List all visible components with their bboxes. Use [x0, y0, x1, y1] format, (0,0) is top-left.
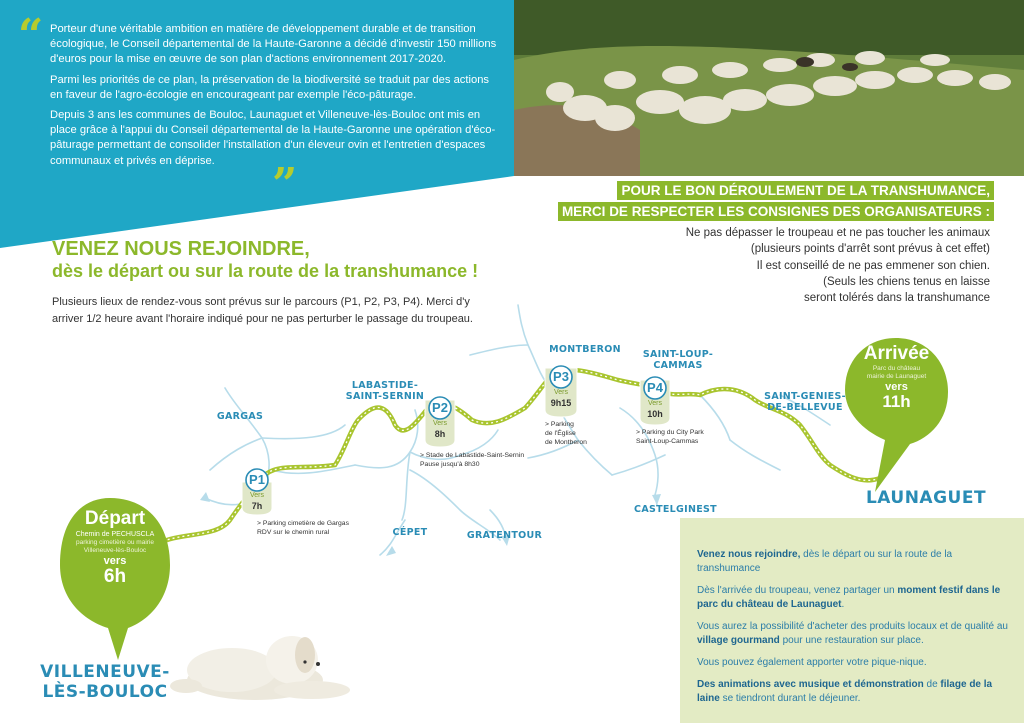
join-title-line-2: dès le départ ou sur la route de la transhumance ! — [52, 261, 479, 281]
city-saint-loup-line-1: SAINT-LOUP- — [642, 349, 714, 360]
join-title-line-1: VENEZ NOUS REJOINDRE, — [52, 238, 310, 260]
depart-title: Départ — [84, 508, 146, 529]
city-villeneuve — [30, 662, 180, 702]
rules-title-line-1: POUR LE BON DÉROULEMENT DE LA TRANSHUMANCE, — [617, 181, 994, 200]
rules-line-4: (Seuls les chiens tenus en laisse — [823, 275, 990, 288]
city-labastide-line-2: SAINT-SERNIN — [345, 391, 425, 402]
info-p3-start: Vous aurez la possibilité d'acheter des produits locaux et de qualité au — [697, 621, 1008, 632]
dog-illustration — [170, 636, 350, 700]
arrivee-detail-2: mairie de Launaguet — [866, 373, 927, 380]
depart-time: 6h — [103, 566, 127, 587]
join-text: Plusieurs lieux de rendez-vous sont prévus sur le parcours (P1, P2, P3, P4). Merci d'y arriver 1/2 heure avant l'horaire indiqué pour ne pas perturber le passage du troupeau. — [52, 296, 473, 325]
info-p2-start: Dès l'arrivée du troupeau, venez partager un — [697, 585, 898, 596]
info-p3-bold: village gourmand — [697, 635, 780, 646]
info-paragraph-5 — [697, 678, 1015, 706]
p2-vers: Vers — [432, 420, 447, 427]
city-cepet: CÉPET — [392, 527, 428, 538]
depart-vers: vers — [103, 555, 127, 567]
info-p1-bold: Venez nous rejoindre, — [697, 549, 801, 560]
p4-label: P4 — [647, 380, 663, 395]
city-saint-genies-line-1: SAINT-GENIES- — [764, 391, 846, 402]
p1-note — [257, 519, 397, 537]
p3-time: 9h15 — [550, 398, 572, 408]
p4-note-line-1: > Parking du City Park — [636, 429, 704, 436]
rules-text — [670, 225, 990, 306]
p3-note-line-1: > Parking — [545, 421, 574, 428]
arrivee-time: 11h — [882, 392, 911, 411]
p3-note — [545, 420, 625, 447]
p2-note-line-2: Pause jusqu'à 8h30 — [420, 461, 480, 468]
p1-note-line-2: RDV sur le chemin rural — [257, 529, 330, 536]
city-gratentour: GRATENTOUR — [466, 530, 543, 541]
info-paragraph-2 — [697, 584, 1015, 612]
city-launaguet: LAUNAGUET — [865, 488, 987, 508]
city-labastide-line-1: LABASTIDE- — [351, 380, 419, 391]
rules-line-1: Ne pas dépasser le troupeau et ne pas toucher les animaux — [685, 227, 990, 239]
info-p3-end: pour une restauration sur place. — [779, 635, 924, 646]
info-p5-bold-2: filage de la laine — [697, 679, 993, 704]
info-p2-bold: moment festif dans le parc du château de Launaguet — [697, 585, 1001, 610]
p3-label: P3 — [553, 369, 569, 384]
info-p5-mid: de — [923, 679, 941, 690]
info-paragraph-3 — [697, 620, 1015, 648]
city-castelginest: CASTELGINEST — [634, 504, 717, 515]
arrivee-bubble-text — [845, 343, 948, 411]
arrivee-detail-1: Parc du château — [872, 365, 921, 372]
intro-text — [50, 22, 502, 174]
city-saint-genies-line-2: DE-BELLEVUE — [767, 402, 843, 413]
p4-note-line-2: Saint-Loup-Cammas — [636, 438, 699, 445]
city-villeneuve-line-2: LÈS-BOULOC — [42, 682, 168, 702]
city-saint-genies — [755, 391, 855, 413]
info-text — [697, 548, 1015, 714]
p4-note — [636, 428, 736, 446]
depart-place: Chemin de PECHUSCLA — [75, 531, 155, 538]
rules-line-2: (plusieurs points d'arrêt sont prévus à cet effet) — [750, 243, 990, 256]
p3-vers: Vers — [553, 389, 568, 396]
p1-label: P1 — [249, 472, 265, 487]
join-title — [52, 238, 478, 282]
p1-time: 7h — [251, 501, 263, 511]
info-p1-rest: dès le départ ou sur la route de la transhumance — [697, 549, 953, 574]
arrivee-title: Arrivée — [863, 343, 930, 364]
rules-line-5: seront tolérés dans la transhumance — [803, 292, 990, 305]
info-p2-end: . — [841, 599, 845, 610]
city-villeneuve-line-1: VILLENEUVE- — [40, 662, 170, 682]
city-saint-loup-cammas — [638, 349, 718, 371]
p3-note-line-2: de l'Église — [545, 430, 576, 437]
p2-time: 8h — [434, 429, 446, 439]
arrivee-vers: vers — [885, 381, 908, 393]
city-saint-loup-line-2: CAMMAS — [653, 360, 703, 371]
p2-label: P2 — [432, 400, 448, 415]
depart-bubble-text — [60, 508, 170, 587]
p2-note — [420, 451, 570, 469]
p1-vers: Vers — [249, 492, 264, 499]
rules-line-3: Il est conseillé de ne pas emmener son chien. — [756, 259, 990, 272]
city-montberon: MONTBERON — [549, 344, 621, 355]
p1-note-line-1: > Parking cimetière de Gargas — [257, 520, 349, 527]
close-quote-mark: ” — [272, 159, 298, 210]
intro-paragraph-1: Porteur d'une véritable ambition en matière de développement durable et de transition écologique, le Conseil départemental de la Haute-Garonne a décidé d'investir 150 millions d'euros pour la mise en œuvre de son plan d'actions environnement 2017-2020. — [50, 23, 497, 66]
p3-note-line-3: de Montberon — [545, 439, 587, 446]
p2-note-line-1: > Stade de Labastide-Saint-Sernin — [420, 452, 525, 459]
p4-vers: Vers — [647, 400, 662, 407]
info-paragraph-4: Vous pouvez également apporter votre pique-nique. — [697, 657, 927, 668]
depart-detail-1: parking cimetière ou mairie — [75, 539, 155, 546]
sheep-photo — [514, 0, 1024, 176]
info-paragraph-1 — [697, 548, 1015, 576]
open-quote-mark: “ — [18, 10, 44, 61]
rules-title — [558, 181, 994, 223]
info-p5-bold-1: Des animations avec musique et démonstration — [697, 679, 924, 690]
city-gargas: GARGAS — [216, 411, 264, 422]
info-p5-end: se tiendront durant le déjeuner. — [719, 693, 861, 704]
p4-time: 10h — [647, 409, 663, 419]
city-labastide — [340, 380, 430, 402]
intro-paragraph-3: Depuis 3 ans les communes de Bouloc, Launaguet et Villeneuve-lès-Bouloc ont mis en place grâce à l'appui du Conseil départemental de la Haute-Garonne une opération d'éco-pâturage permettant de consolider l'installation d'un éleveur ovin et l'entretien d'espaces communaux et privés en déprise. — [50, 109, 496, 167]
depart-detail-2: Villeneuve-lès-Bouloc — [83, 547, 147, 554]
intro-paragraph-2: Parmi les priorités de ce plan, la préservation de la biodiversité se traduit par des actions en faveur de l'agro-écologie en encourageant par exemple l'éco-pâturage. — [50, 73, 490, 101]
rules-title-line-2: MERCI DE RESPECTER LES CONSIGNES DES ORGANISATEURS : — [558, 202, 994, 221]
